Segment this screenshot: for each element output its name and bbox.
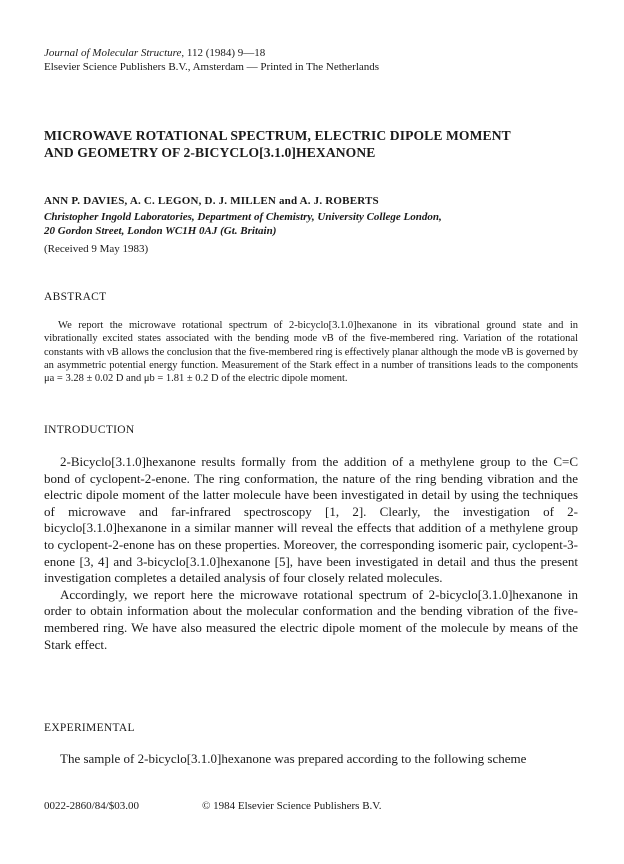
title-line-2: AND GEOMETRY OF 2-BICYCLO[3.1.0]HEXANONE [44, 145, 376, 160]
introduction-paragraph-2: Accordingly, we report here the microwave rotational spectrum of 2-bicyclo[3.1.0]hexanone in order to obtain information about the molecular conformation and the bending vibration of the five-membered ring. We have also measured the electric dipole moment of the molecule by means of the Stark effect. [44, 586, 578, 652]
publisher-line: Elsevier Science Publishers B.V., Amsterdam — Printed in The Netherlands [44, 61, 380, 73]
introduction-paragraph-1: 2-Bicyclo[3.1.0]hexanone results formally from the addition of a methylene group to the C=C bond of cyclopent-2-enone. The ring conformation, the nature of the ring bending vibration and the electric dipole moment of the latter molecule have been investigated in detail by using the techniques of microwave and far-infrared spectroscopy [1, 2]. Clearly, the investigation of 2-bicyclo[3.1.0]hexanone in a similar manner will reveal the effects that addition of a methylene group to cyclopent-2-enone has on these properties. Moreover, the corresponding isomeric pair, cyclopent-3-enone [3, 4] and 3-bicyclo[3.1.0]hexanone [5], have been investigated in detail and thus the present investigation completes a detailed analysis of four closely related molecules. [44, 454, 578, 586]
affiliation-line-1: Christopher Ingold Laboratories, Department of Chemistry, University College London, [44, 211, 442, 223]
experimental-paragraph-1: The sample of 2-bicyclo[3.1.0]hexanone was prepared according to the following scheme [60, 751, 527, 766]
article-title [44, 127, 584, 161]
experimental-heading: EXPERIMENTAL [44, 722, 135, 734]
journal-citation [44, 46, 379, 60]
title-line-1: MICROWAVE ROTATIONAL SPECTRUM, ELECTRIC DIPOLE MOMENT [44, 128, 511, 143]
experimental-body [44, 751, 578, 768]
affiliation-line-2: 20 Gordon Street, London WC1H 0AJ (Gt. Britain) [44, 225, 277, 237]
journal-volume-pages: , 112 (1984) 9—18 [181, 47, 266, 59]
affiliation [44, 210, 584, 238]
journal-name: Journal of Molecular Structure [44, 47, 182, 59]
received-date: (Received 9 May 1983) [44, 243, 149, 255]
footer-code: 0022-2860/84/$03.00 [44, 800, 140, 812]
footer-copyright: © 1984 Elsevier Science Publishers B.V. [202, 800, 382, 812]
author-list: ANN P. DAVIES, A. C. LEGON, D. J. MILLEN and A. J. ROBERTS [44, 195, 379, 207]
abstract-text: We report the microwave rotational spectrum of 2-bicyclo[3.1.0]hexanone in its vibrational ground state and in vibrationally excited states associated with the bending mode νB of the five-membered ring. Variation of the rotational constants with νB allows the conclusion that the five-membered ring is effectively planar although the mode νB is governed by an asymmetric potential energy function. Measurement of the Stark effect in a number of transitions leads to the components μa = 3.28 ± 0.02 D and μb = 1.81 ± 0.2 D of the electric dipole moment. [44, 320, 578, 385]
journal-header [44, 46, 379, 74]
introduction-heading: INTRODUCTION [44, 424, 135, 436]
introduction-body [44, 454, 578, 653]
abstract-heading: ABSTRACT [44, 291, 107, 303]
